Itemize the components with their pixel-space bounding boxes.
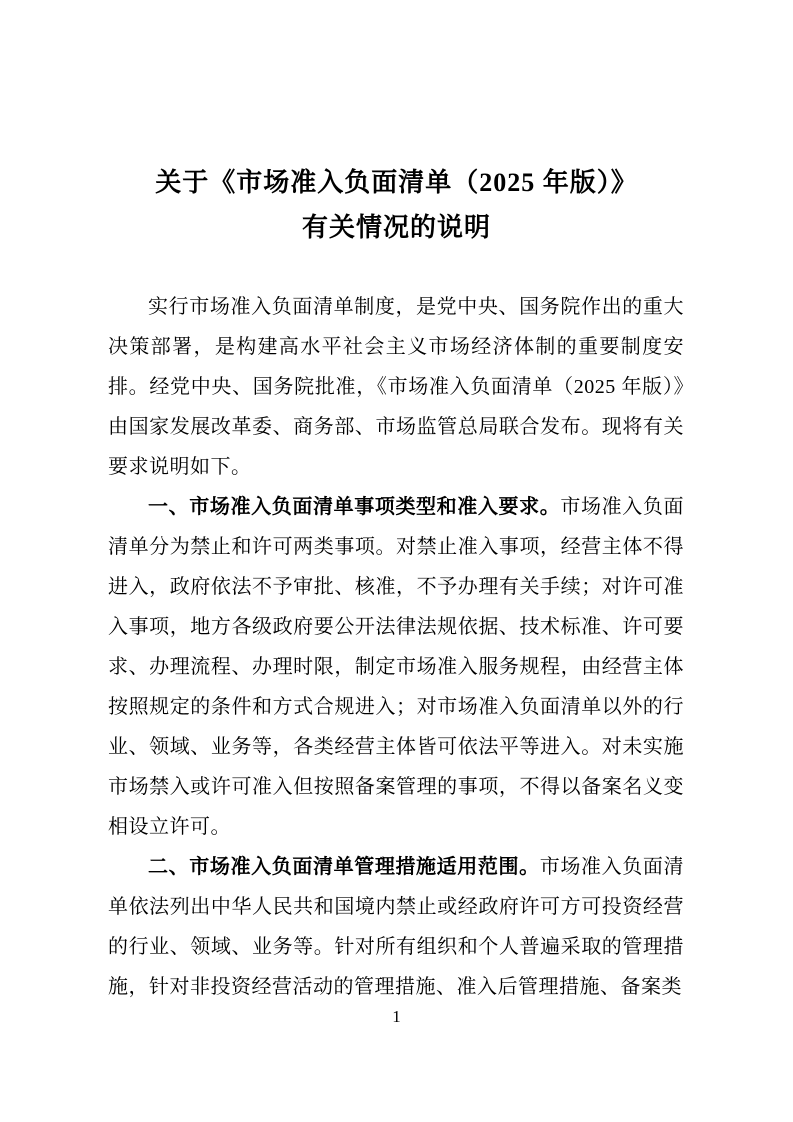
document-title — [0, 0, 793, 250]
title-line-2: 有关情况的说明 — [301, 213, 491, 242]
paragraph-intro-text: 实行市场准入负面清单制度，是党中央、国务院作出的重大决策部署，是构建高水平社会主义市场经济体制的重要制度安排。经党中央、国务院批准，《市场准入负面清单（2025 年版）》由国家发展改革委、商务部、市场监管总局联合发布。现将有关要求说明如下。 — [108, 296, 684, 478]
paragraph-section-2 — [108, 847, 684, 1007]
section-2-heading: 二、市场准入负面清单管理措施适用范围。 — [148, 856, 540, 878]
section-1-heading: 一、市场准入负面清单事项类型和准入要求。 — [148, 496, 561, 518]
section-1-text: 市场准入负面清单分为禁止和许可两类事项。对禁止准入事项，经营主体不得进入，政府依法不予审批、核准，不予办理有关手续；对许可准入事项，地方各级政府要公开法律法规依据、技术标准、许可要求、办理流程、办理时限，制定市场准入服务规程，由经营主体按照规定的条件和方式合规进入；对市场准入负面清单以外的行业、领域、业务等，各类经营主体皆可依法平等进入。对未实施市场禁入或许可准入但按照备案管理的事项，不得以备案名义变相设立许可。 — [108, 496, 685, 838]
document-body — [108, 287, 684, 1007]
section-2-text: 市场准入负面清单依法列出中华人民共和国境内禁止或经政府许可方可投资经营的行业、领域、业务等。针对所有组织和个人普遍采取的管理措施，针对非投资经营活动的管理措施、准入后管理措施、备案类 — [108, 856, 685, 998]
page-number: 1 — [392, 1007, 401, 1026]
title-line-1: 关于《市场准入负面清单（2025 年版）》 — [155, 168, 638, 197]
paragraph-intro — [108, 287, 684, 487]
paragraph-section-1 — [108, 487, 684, 847]
